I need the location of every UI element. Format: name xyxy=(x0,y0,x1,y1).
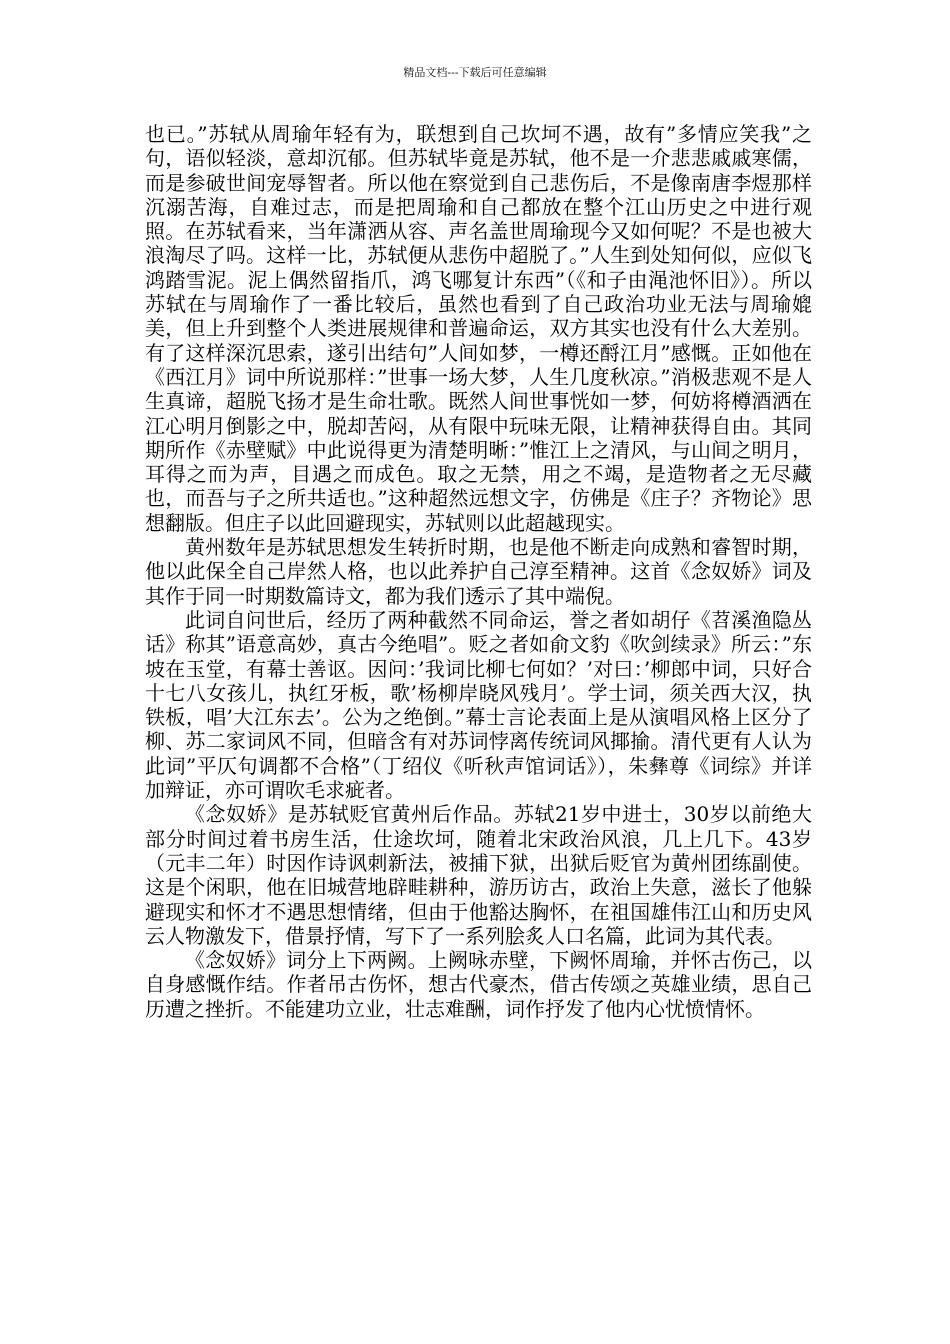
paragraph-5: 《念奴娇》词分上下两阙。上阙咏赤壁，下阙怀周瑜，并怀古伤己，以自身感慨作结。作者吊古伤怀，想古代豪杰，借古传颂之英雄业绩，思自己历遭之挫折。不能建功立业，壮志难酬，词作抒发了他内心忧愤情怀。 xyxy=(145,948,812,1021)
paragraph-1: 也已。”苏轼从周瑜年轻有为，联想到自己坎坷不遇，故有”多情应笑我”之句，语似轻淡，意却沉郁。但苏轼毕竟是苏轼，他不是一介悲悲戚戚寒儒，而是参破世间宠辱智者。所以他在察觉到自己悲伤后，不是像南唐李煜那样沉溺苦海，自难过志，而是把周瑜和自己都放在整个江山历史之中进行观照。在苏轼看来，当年潇洒从容、声名盖世周瑜现今又如何呢？不是也被大浪淘尽了吗。这样一比，苏轼便从悲伤中超脱了。”人生到处知何似，应似飞鸿踏雪泥。泥上偶然留指爪，鸿飞哪复计东西”（《和子由渑池怀旧》）。所以苏轼在与周瑜作了一番比较后，虽然也看到了自己政治功业无法与周瑜媲美，但上升到整个人类进展规律和普遍命运，双方其实也没有什么大差别。有了这样深沉思索，遂引出结句”人间如梦，一樽还酹江月”感慨。正如他在《西江月》词中所说那样：”世事一场大梦，人生几度秋凉。”消极悲观不是人生真谛，超脱飞扬才是生命壮歌。既然人间世事恍如一梦，何妨将樽酒洒在江心明月倒影之中，脱却苦闷，从有限中玩味无限，让精神获得自由。其同期所作《赤壁赋》中此说得更为清楚明晰：”惟江上之清风，与山间之明月，耳得之而为声，目遇之而成色。取之无禁，用之不竭，是造物者之无尽藏也，而吾与子之所共适也。”这种超然远想文字，仿佛是《庄子？齐物论》思想翻版。但庄子以此回避现实，苏轼则以此超越现实。 xyxy=(145,122,812,535)
document-body xyxy=(145,122,812,1021)
paragraph-2: 黄州数年是苏轼思想发生转折时期，也是他不断走向成熟和睿智时期，他以此保全自己岸然人格，也以此养护自己淳至精神。这首《念奴娇》词及其作于同一时期数篇诗文，都为我们透示了其中端倪。 xyxy=(145,535,812,608)
paragraph-4: 《念奴娇》是苏轼贬官黄州后作品。苏轼21岁中进士，30岁以前绝大部分时间过着书房生活，仕途坎坷，随着北宋政治风浪，几上几下。43岁（元丰二年）时因作诗讽刺新法，被捕下狱，出狱后贬官为黄州团练副使。这是个闲职，他在旧城营地辟畦耕种，游历访古，政治上失意，滋长了他躲避现实和怀才不遇思想情绪，但由于他豁达胸怀，在祖国雄伟江山和历史风云人物激发下，借景抒情，写下了一系列脍炙人口名篇，此词为其代表。 xyxy=(145,802,812,948)
page-header: 精品文档---下载后可任意编辑 xyxy=(403,66,547,79)
paragraph-3: 此词自问世后，经历了两种截然不同命运，誉之者如胡仔《苕溪渔隐丛话》称其”语意高妙，真古今绝唱”。贬之者如俞文豹《吹剑续录》所云：”东坡在玉堂，有幕士善讴。因问：’我词比柳七何如？’对曰：’柳郎中词，只好合十七八女孩儿，执红牙板，歌’杨柳岸晓风残月’。学士词，须关西大汉，执铁板，唱’大江东去’。公为之绝倒。”幕士言论表面上是从演唱风格上区分了柳、苏二家词风不同，但暗含有对苏词悖离传统词风揶揄。清代更有人认为此词”平仄句调都不合格”（丁绍仪《听秋声馆词话》），朱彝尊《词综》并详加辩证，亦可谓吹毛求疵者。 xyxy=(145,607,812,803)
